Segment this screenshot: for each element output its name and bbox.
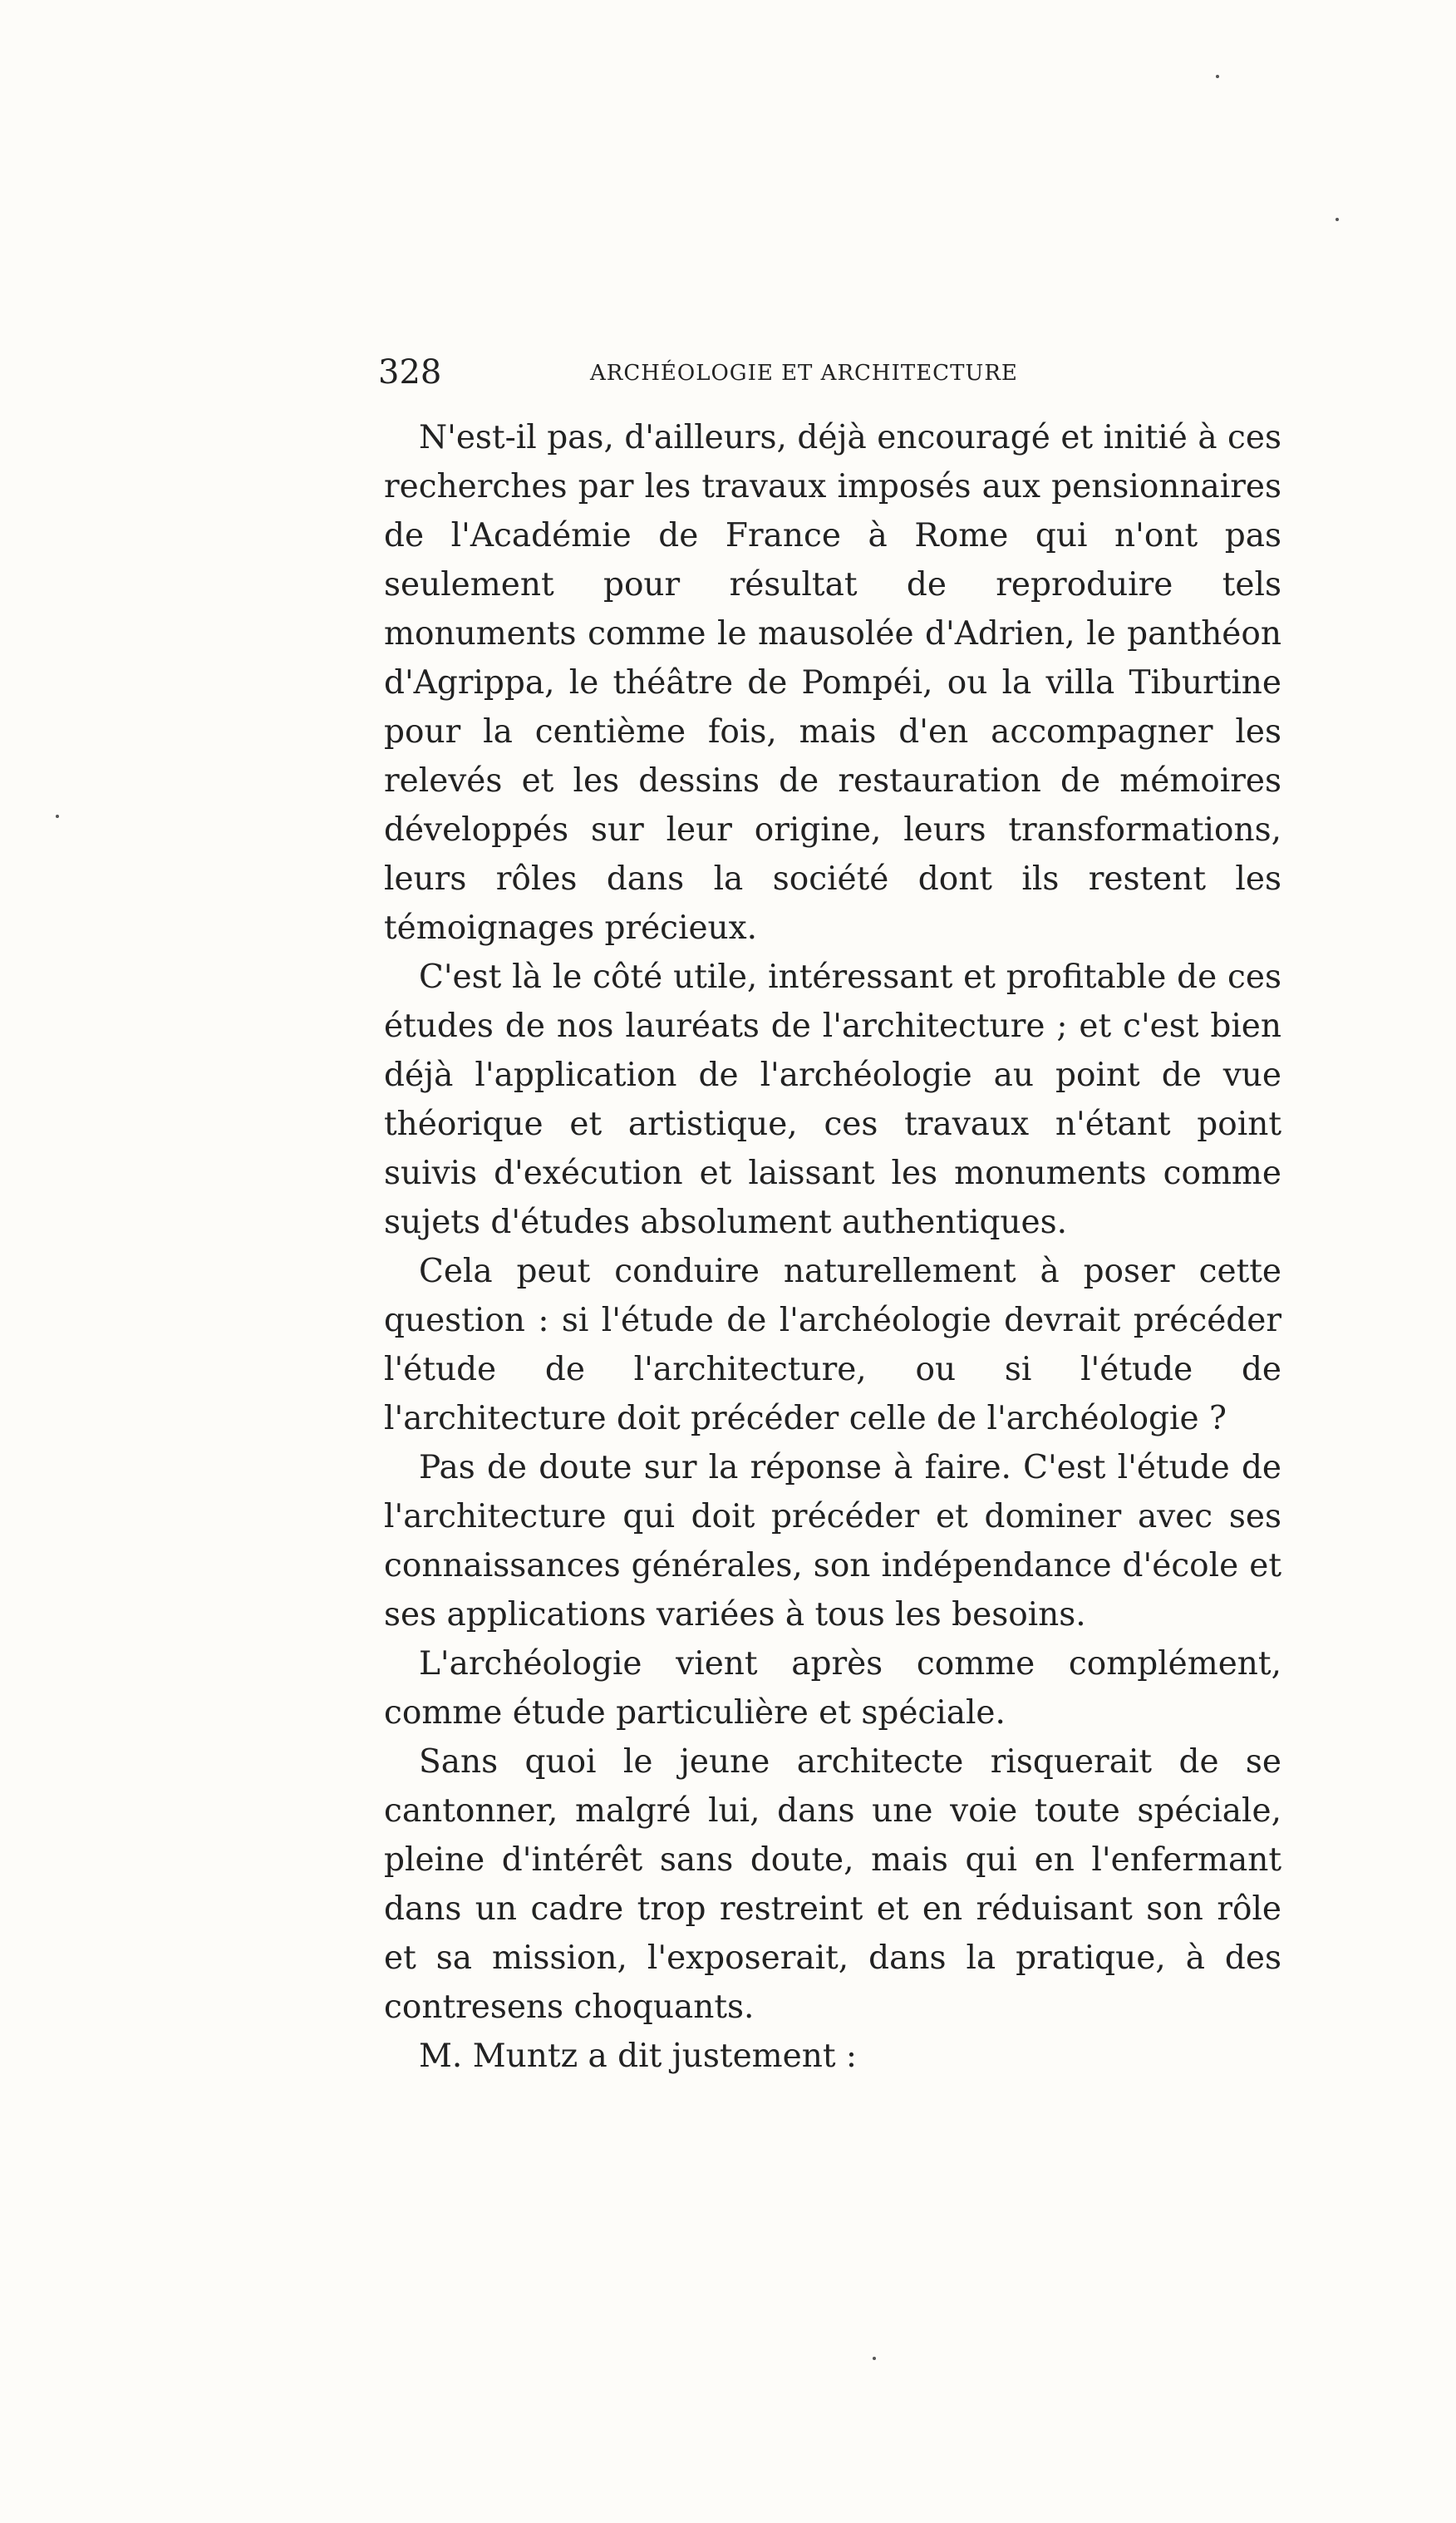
- paragraph-4: Pas de doute sur la réponse à faire. C'est l'étude de l'architecture qui doit précéder et dominer avec ses connaissances générales, son indépendance d'école et ses applications variées à tous les besoins.: [384, 1449, 1281, 1634]
- paragraph-3: Cela peut conduire naturellement à poser cette question : si l'étude de l'archéologie devrait précéder l'étude de l'architecture, ou si l'étude de l'architecture doit précéder celle de l'archéologie ?: [384, 1253, 1281, 1437]
- paper-speck: [56, 815, 59, 818]
- paragraph-7: M. Muntz a dit justement :: [419, 2038, 858, 2075]
- paper-speck: [1335, 218, 1339, 221]
- paper-speck: [873, 2357, 876, 2360]
- running-head: ARCHÉOLOGIE ET ARCHITECTURE: [590, 361, 1018, 386]
- page-number: 328: [378, 353, 442, 392]
- body-text: [384, 413, 1281, 2081]
- paragraph-5: L'archéologie vient après comme complément, comme étude particulière et spéciale.: [384, 1645, 1281, 1732]
- paragraph-1: N'est-il pas, d'ailleurs, déjà encouragé et initié à ces recherches par les travaux imposés aux pensionnaires de l'Académie de France à Rome qui n'ont pas seulement pour résultat de reproduire tels monuments comme le mausolée d'Adrien, le panthéon d'Agrippa, le théâtre de Pompéi, ou la villa Tiburtine pour la centième fois, mais d'en accompagner les relevés et les dessins de restauration de mémoires développés sur leur origine, leurs transformations, leurs rôles dans la société dont ils restent les témoignages précieux.: [384, 419, 1281, 947]
- paragraph-6: Sans quoi le jeune architecte risquerait de se cantonner, malgré lui, dans une voie toute spéciale, pleine d'intérêt sans doute, mais qui en l'enfermant dans un cadre trop restreint et en réduisant son rôle et sa mission, l'exposerait, dans la pratique, à des contresens choquants.: [384, 1743, 1281, 2026]
- paragraph-2: C'est là le côté utile, intéressant et profitable de ces études de nos lauréats de l'architecture ; et c'est bien déjà l'application de l'archéologie au point de vue théorique et artistique, ces travaux n'étant point suivis d'exécution et laissant les monuments comme sujets d'études absolument authentiques.: [384, 958, 1281, 1241]
- paper-speck: [1216, 75, 1219, 78]
- page-header: [378, 347, 1317, 397]
